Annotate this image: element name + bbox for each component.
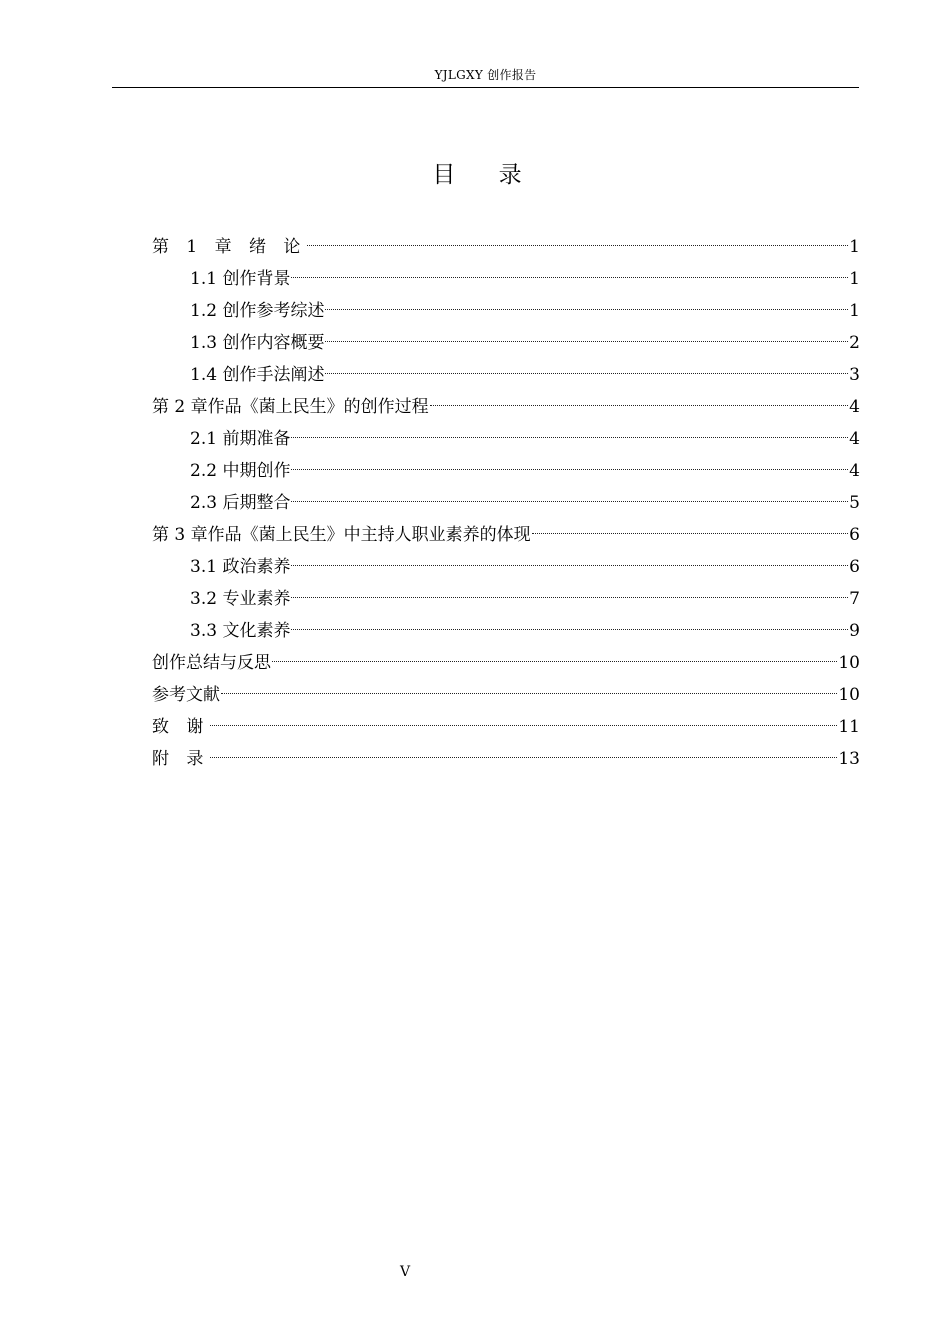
toc-entry-label: 3.1 政治素养 bbox=[190, 557, 291, 577]
toc-entry-page: 10 bbox=[838, 685, 860, 705]
toc-entry-page: 7 bbox=[849, 589, 860, 609]
toc-entry-appendix[interactable] bbox=[152, 738, 860, 770]
dot-leader bbox=[210, 706, 837, 732]
toc-entry-section-3-3[interactable] bbox=[152, 610, 860, 642]
toc-entry-label: 2.2 中期创作 bbox=[190, 461, 291, 481]
dot-leader bbox=[325, 322, 848, 348]
toc-entry-label: 第 2 章作品《菌上民生》的创作过程 bbox=[152, 397, 429, 417]
toc-entry-acknowledgements[interactable] bbox=[152, 706, 860, 738]
dot-leader bbox=[532, 514, 849, 540]
table-of-contents bbox=[152, 226, 860, 770]
toc-entry-page: 4 bbox=[849, 461, 860, 481]
toc-entry-label: 3.3 文化素养 bbox=[190, 621, 291, 641]
toc-entry-section-3-1[interactable] bbox=[152, 546, 860, 578]
toc-entry-section-1-1[interactable] bbox=[152, 258, 860, 290]
toc-entry-page: 3 bbox=[849, 365, 860, 385]
dot-leader bbox=[291, 418, 848, 444]
toc-entry-label: 1.4 创作手法阐述 bbox=[190, 365, 325, 385]
toc-entry-page: 11 bbox=[838, 717, 860, 737]
running-header: YJLGXY 创作报告 bbox=[434, 68, 537, 82]
toc-entry-label: 第 1 章 绪 论 bbox=[152, 237, 307, 257]
dot-leader bbox=[325, 290, 848, 316]
dot-leader bbox=[291, 546, 848, 572]
dot-leader bbox=[291, 450, 848, 476]
toc-entry-section-1-3[interactable] bbox=[152, 322, 860, 354]
toc-entry-section-2-2[interactable] bbox=[152, 450, 860, 482]
toc-entry-page: 6 bbox=[849, 525, 860, 545]
dot-leader bbox=[210, 738, 837, 764]
dot-leader bbox=[272, 642, 837, 668]
toc-entry-chapter-3[interactable] bbox=[152, 514, 860, 546]
dot-leader bbox=[221, 674, 837, 700]
toc-entry-page: 10 bbox=[838, 653, 860, 673]
toc-entry-page: 9 bbox=[849, 621, 860, 641]
toc-entry-summary[interactable] bbox=[152, 642, 860, 674]
toc-entry-chapter-1[interactable] bbox=[152, 226, 860, 258]
toc-entry-section-1-4[interactable] bbox=[152, 354, 860, 386]
toc-entry-page: 1 bbox=[849, 237, 860, 257]
toc-entry-label: 2.1 前期准备 bbox=[190, 429, 291, 449]
toc-entry-page: 13 bbox=[838, 749, 860, 769]
toc-entry-page: 4 bbox=[849, 429, 860, 449]
dot-leader bbox=[291, 482, 848, 508]
toc-entry-references[interactable] bbox=[152, 674, 860, 706]
dot-leader bbox=[325, 354, 848, 380]
toc-entry-section-1-2[interactable] bbox=[152, 290, 860, 322]
toc-entry-label: 致 谢 bbox=[152, 717, 210, 737]
dot-leader bbox=[291, 610, 848, 636]
toc-entry-section-2-3[interactable] bbox=[152, 482, 860, 514]
header-rule bbox=[112, 87, 859, 88]
toc-entry-label: 参考文献 bbox=[152, 685, 220, 705]
toc-entry-page: 1 bbox=[849, 269, 860, 289]
toc-entry-page: 4 bbox=[849, 397, 860, 417]
page-number: V bbox=[399, 1264, 411, 1280]
toc-entry-section-2-1[interactable] bbox=[152, 418, 860, 450]
toc-entry-label: 创作总结与反思 bbox=[152, 653, 271, 673]
toc-entry-label: 附 录 bbox=[152, 749, 210, 769]
toc-title: 目 录 bbox=[432, 162, 540, 188]
toc-entry-label: 1.3 创作内容概要 bbox=[190, 333, 325, 353]
dot-leader bbox=[307, 226, 848, 252]
dot-leader bbox=[430, 386, 849, 412]
toc-entry-label: 1.2 创作参考综述 bbox=[190, 301, 325, 321]
toc-entry-page: 1 bbox=[849, 301, 860, 321]
toc-entry-label: 第 3 章作品《菌上民生》中主持人职业素养的体现 bbox=[152, 525, 531, 545]
toc-entry-page: 2 bbox=[849, 333, 860, 353]
dot-leader bbox=[291, 258, 848, 284]
toc-entry-label: 3.2 专业素养 bbox=[190, 589, 291, 609]
toc-entry-label: 1.1 创作背景 bbox=[190, 269, 291, 289]
toc-entry-page: 5 bbox=[849, 493, 860, 513]
toc-entry-page: 6 bbox=[849, 557, 860, 577]
dot-leader bbox=[291, 578, 848, 604]
toc-entry-label: 2.3 后期整合 bbox=[190, 493, 291, 513]
toc-entry-section-3-2[interactable] bbox=[152, 578, 860, 610]
toc-entry-chapter-2[interactable] bbox=[152, 386, 860, 418]
